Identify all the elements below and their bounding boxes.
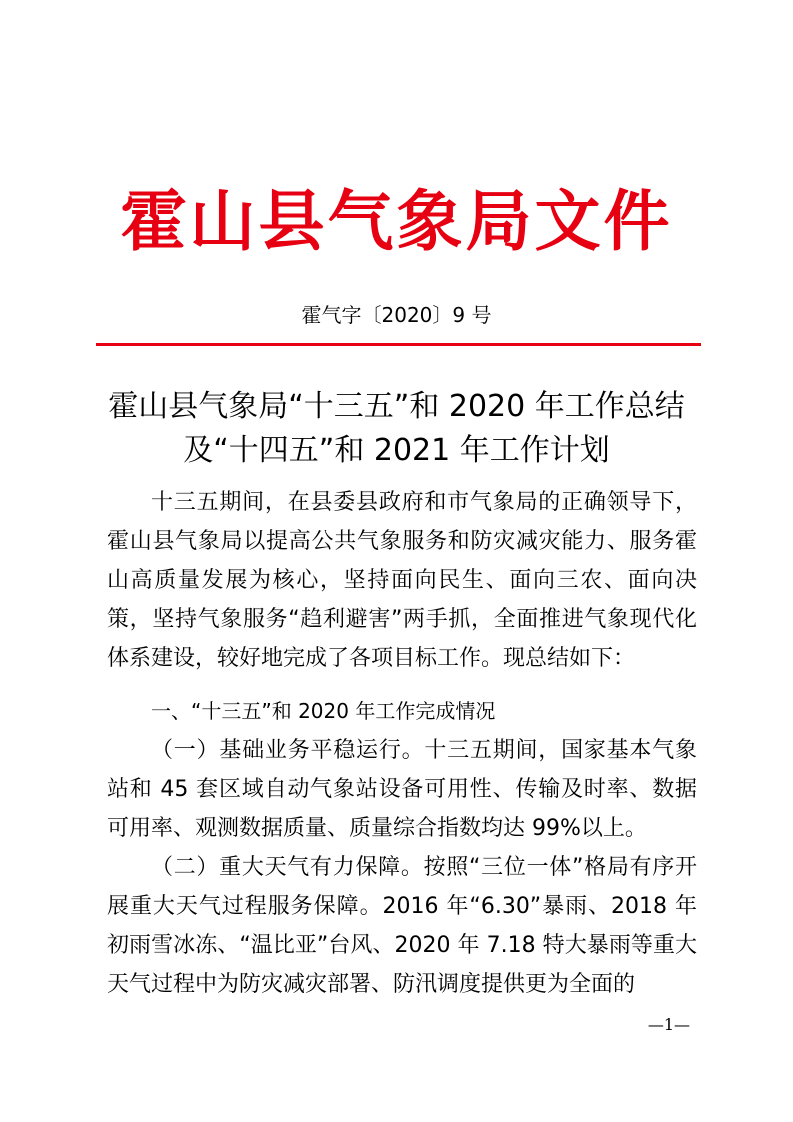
intro-paragraph: 十三五期间，在县委县政府和市气象局的正确领导下，霍山县气象局以提高公共气象服务和防灾减灾能力、服务霍山高质量发展为核心，坚持面向民生、面向三农、面向决策，坚持气象服务“趋利避害”两手抓，全面推进气象现代化体系建设，较好地完成了各项目标工作。现总结如下： xyxy=(107,490,697,671)
document-number: 霍气字〔2020〕9 号 xyxy=(301,303,492,327)
section-heading: 一、“十三五”和 2020 年工作完成情况 xyxy=(151,699,496,723)
document-masthead: 霍山县气象局文件 xyxy=(120,183,673,260)
paragraph-item-1: （一）基础业务平稳运行。十三五期间，国家基本气象站和 45 套区域自动气象站设备可用性、传输及时率、数据可用率、观测数据质量、质量综合指数均达 99%以上。 xyxy=(107,738,697,841)
page-number: —1— xyxy=(647,1015,690,1034)
paragraph-item-2: （二）重大天气有力保障。按照“三位一体”格局有序开展重大天气过程服务保障。2016 年“6.30”暴雨、2018 年初雨雪冰冻、“温比亚”台风、2020 年 7.18 特大暴雨等重大天气过程中为防灾减灾部署、防汛调度提供更为全面的 xyxy=(107,855,697,997)
document-title-line-1: 霍山县气象局“十三五”和 2020 年工作总结 xyxy=(108,389,685,424)
document-title xyxy=(60,385,733,473)
document-title-line-2: 及“十四五”和 2021 年工作计划 xyxy=(183,433,610,468)
document-body xyxy=(107,483,697,1004)
red-divider-line xyxy=(96,343,701,346)
